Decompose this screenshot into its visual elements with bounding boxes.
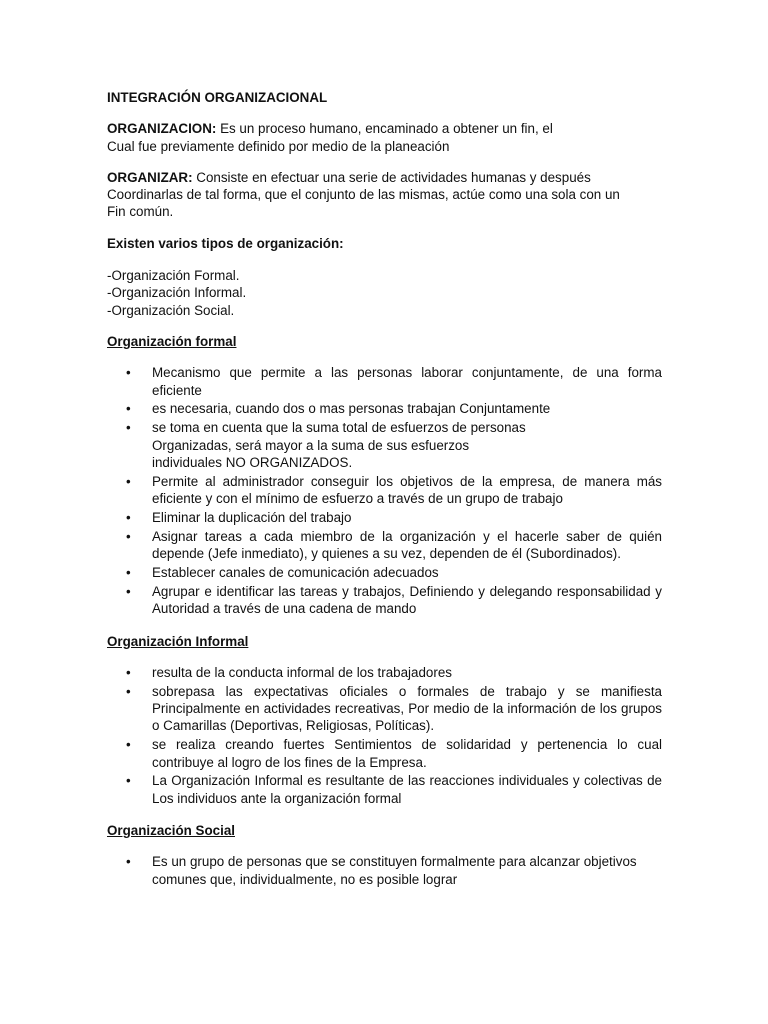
list-item: • La Organización Informal es resultante de las reacciones individuales y colectivas de Los individuos ante la organización formal: [107, 772, 662, 807]
list-item: • Asignar tareas a cada miembro de la organización y el hacerle saber de quién depende (Jefe inmediato), y quienes a su vez, dependen de él (Subordinados).: [107, 528, 662, 563]
definition-organizacion: [107, 120, 662, 155]
section-heading-informal: Organización Informal: [107, 633, 249, 649]
section-heading-social: Organización Social: [107, 823, 235, 839]
list-item: • Permite al administrador conseguir los objetivos de la empresa, de manera más eficiente y con el mínimo de esfuerzo a través de un grupo de trabajo: [107, 473, 662, 508]
definition-term: ORGANIZACION:: [107, 121, 217, 137]
list-item: • resulta de la conducta informal de los trabajadores: [107, 664, 662, 681]
definition-text: Es un proceso humano, encaminado a obtener un fin, el: [216, 121, 553, 137]
list-item: • se realiza creando fuertes Sentimientos de solidaridad y pertenencia lo cual contribuye al logro de los fines de la Empresa.: [107, 736, 662, 771]
definition-text: Cual fue previamente definido por medio de la planeación: [107, 138, 450, 154]
list-item: • Agrupar e identificar las tareas y trabajos, Definiendo y delegando responsabilidad y Autoridad a través de una cadena de mando: [107, 583, 662, 618]
list-item: • sobrepasa las expectativas oficiales o formales de trabajo y se manifiesta Principalmente en actividades recreativas, Por medio de la información de los grupos o Camarillas (Deportivas, Religiosas, Políticas).: [107, 683, 662, 735]
bullet-list-social: [107, 853, 662, 888]
definition-text: Fin común.: [107, 204, 174, 220]
section-heading-formal: Organización formal: [107, 333, 237, 349]
bullet-list-formal: [107, 364, 662, 617]
type-item: -Organización Formal.: [107, 268, 240, 284]
types-intro: Existen varios tipos de organización:: [107, 235, 344, 251]
list-item: • Mecanismo que permite a las personas laborar conjuntamente, de una forma eficiente: [107, 364, 662, 399]
definition-text: Coordinarlas de tal forma, que el conjunto de las mismas, actúe como una sola con un: [107, 187, 620, 203]
list-item: • Eliminar la duplicación del trabajo: [107, 509, 662, 526]
list-item: • es necesaria, cuando dos o mas personas trabajan Conjuntamente: [107, 400, 662, 417]
document-title: INTEGRACIÓN ORGANIZACIONAL: [107, 90, 328, 105]
list-item: • Es un grupo de personas que se constituyen formalmente para alcanzar objetivos comunes que, individualmente, no es posible lograr: [107, 853, 662, 888]
definition-text: Consiste en efectuar una serie de actividades humanas y después: [192, 169, 591, 185]
bullet-list-informal: [107, 664, 662, 807]
type-item: -Organización Informal.: [107, 285, 247, 301]
document-body: [107, 89, 662, 903]
list-item: • Establecer canales de comunicación adecuados: [107, 564, 662, 581]
list-item: • se toma en cuenta que la suma total de esfuerzos de personas Organizadas, será mayor a la suma de sus esfuerzos individuales NO ORGANIZADOS.: [107, 419, 662, 471]
types-list: [107, 267, 662, 319]
definition-term: ORGANIZAR:: [107, 169, 193, 185]
definition-organizar: [107, 169, 662, 221]
type-item: -Organización Social.: [107, 302, 235, 318]
